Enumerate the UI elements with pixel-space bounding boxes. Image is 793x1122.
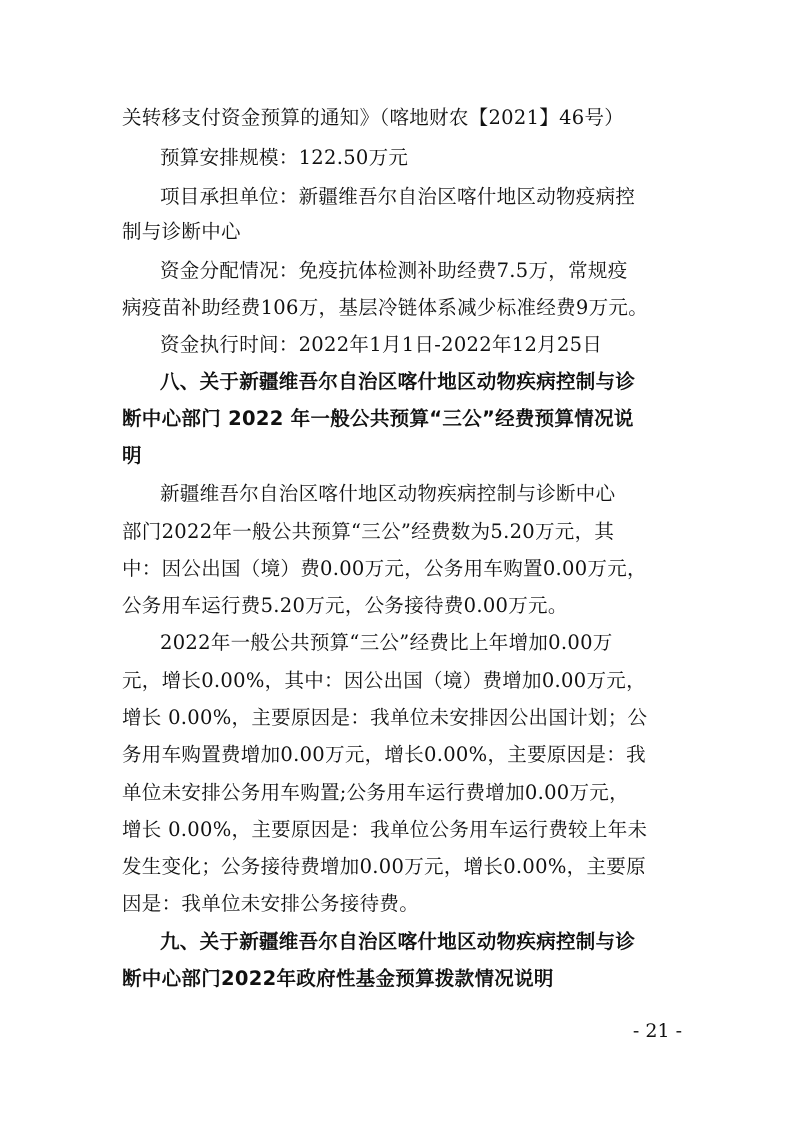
text-line-18: 务用车购置费增加0.00万元，增长0.00%，主要原因是：我	[122, 743, 646, 766]
text-line-1: 关转移支付资金预算的通知》（喀地财农【2021】46号）	[122, 106, 625, 129]
text-line-16: 元，增长0.00%，其中：因公出国（境）费增加0.00万元，	[122, 669, 646, 692]
section-heading-8-line-2: 断中心部门 2022 年一般公共预算“三公”经费预算情况说	[122, 407, 634, 430]
text-line-14: 公务用车运行费5.20万元，公务接待费0.00万元。	[122, 594, 568, 617]
text-line-5: 资金分配情况：免疫抗体检测补助经费7.5万，常规疫	[160, 259, 628, 282]
text-line-13: 中：因公出国（境）费0.00万元，公务用车购置0.00万元，	[122, 557, 647, 580]
text-line-15: 2022年一般公共预算“三公”经费比上年增加0.00万	[160, 631, 613, 654]
text-line-7: 资金执行时间：2022年1月1日-2022年12月25日	[160, 333, 603, 356]
section-heading-8-line-1: 八、关于新疆维吾尔自治区喀什地区动物疾病控制与诊	[160, 370, 636, 393]
text-line-22: 因是：我单位未安排公务接待费。	[122, 892, 420, 915]
text-line-2: 预算安排规模：122.50万元	[160, 146, 409, 169]
page-number: - 21 -	[632, 1020, 682, 1042]
text-line-4: 制与诊断中心	[122, 220, 241, 243]
text-line-12: 部门2022年一般公共预算“三公”经费数为5.20万元，其	[122, 520, 615, 543]
section-heading-9-line-1: 九、关于新疆维吾尔自治区喀什地区动物疾病控制与诊	[160, 930, 636, 953]
text-line-6: 病疫苗补助经费106万，基层冷链体系减少标准经费9万元。	[122, 296, 649, 319]
text-line-19: 单位未安排公务用车购置;公务用车运行费增加0.00万元，	[122, 781, 629, 804]
text-line-21: 发生变化；公务接待费增加0.00万元，增长0.00%，主要原	[122, 855, 646, 878]
text-line-17: 增长 0.00%，主要原因是：我单位未安排因公出国计划；公	[122, 706, 648, 729]
text-line-3: 项目承担单位：新疆维吾尔自治区喀什地区动物疫病控	[160, 185, 636, 208]
text-line-20: 增长 0.00%，主要原因是：我单位公务用车运行费较上年未	[122, 818, 648, 841]
section-heading-8-line-3: 明	[122, 444, 142, 467]
section-heading-9-line-2: 断中心部门2022年政府性基金预算拨款情况说明	[122, 967, 554, 990]
text-line-11: 新疆维吾尔自治区喀什地区动物疾病控制与诊断中心	[160, 482, 616, 505]
